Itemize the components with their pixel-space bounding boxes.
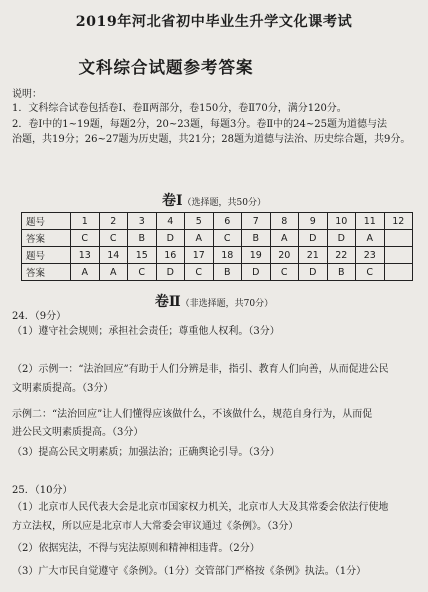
answer-cell [384,264,413,281]
question-number: 18 [213,247,242,264]
answer-table-row-answers-1 [22,230,413,247]
answer-title: 文科综合试题参考答案 [78,58,254,77]
answer-table-row-answers-2 [22,264,413,281]
row-label-answer: 答案 [22,264,71,281]
answer-cell: D [299,230,328,247]
question-number: 15 [128,247,157,264]
question-number: 5 [185,213,214,230]
answer-cell: A [270,230,299,247]
question-number: 7 [242,213,271,230]
row-label-number: 题号 [22,247,71,264]
q24-part-2-line-2: 文明素质提高。（3分） [12,383,114,394]
q25-part-2: （2）依据宪法，不得与宪法原则和精神相违背。（2分） [12,543,260,554]
answer-cell: C [99,230,128,247]
q24-part-1: （1）遵守社会规则；承担社会责任；尊重他人权利。（3分） [12,326,280,337]
row-label-number: 题号 [22,213,71,230]
answer-cell: C [71,230,100,247]
answer-table-row-numbers-1 [22,213,413,230]
answer-cell: C [185,264,214,281]
answer-cell: B [213,264,242,281]
question-number: 10 [327,213,356,230]
question-number: 3 [128,213,157,230]
section-2-title: 卷Ⅱ [154,294,181,310]
notes-line-2b: 治题，共19分；26~27题为历史题，共21分；28题为道德与法治、历史综合题，共9分。 [12,134,411,145]
question-number: 22 [327,247,356,264]
answer-cell [384,230,413,247]
question-number: 12 [384,213,413,230]
question-number: 9 [299,213,328,230]
answer-cell: C [270,264,299,281]
section-1-heading [0,190,428,210]
question-number: 14 [99,247,128,264]
q25-part-1-line-2: 方立法权，所以应是北京市人大常委会审议通过《条例》。（3分） [12,521,299,532]
question-number: 1 [71,213,100,230]
question-number: 23 [356,247,385,264]
question-number: 4 [156,213,185,230]
answer-cell: C [213,230,242,247]
answer-cell: A [71,264,100,281]
question-number: 13 [71,247,100,264]
answer-table [21,212,413,281]
answer-cell: A [185,230,214,247]
notes-line-2a: 2．卷Ⅰ中的1~19题，每题2分，20~23题，每题3分。卷Ⅱ中的24~25题为道德与法 [12,119,387,130]
question-number: 19 [242,247,271,264]
answer-table-row-numbers-2 [22,247,413,264]
notes-label: 说明： [12,89,42,100]
question-number: 11 [356,213,385,230]
question-number: 21 [299,247,328,264]
notes-line-1: 1．文科综合试卷包括卷Ⅰ、卷Ⅱ两部分，卷150分，卷Ⅱ70分，满分120分。 [12,103,347,114]
question-number: 20 [270,247,299,264]
section-2-subtitle: （非选择题，共70分） [180,299,274,309]
section-1-title: 卷Ⅰ [161,193,183,209]
exam-title: 2019年河北省初中毕业生升学文化课考试 [75,14,353,30]
question-number: 2 [99,213,128,230]
answer-cell: D [156,264,185,281]
row-label-answer: 答案 [22,230,71,247]
answer-cell: B [327,264,356,281]
answer-cell: D [299,264,328,281]
question-number: 16 [156,247,185,264]
answer-cell: D [242,264,271,281]
question-number: 6 [213,213,242,230]
answer-cell: C [128,264,157,281]
question-number: 8 [270,213,299,230]
q25-part-1-line-1: （1）北京市人民代表大会是北京市国家权力机关，北京市人大及其常委会依法行使地 [12,502,389,513]
answer-cell: A [356,230,385,247]
answer-cell: C [356,264,385,281]
answer-cell: A [99,264,128,281]
answer-cell: B [242,230,271,247]
section-2-heading [0,291,428,311]
q25-heading: 25．（10分） [12,485,73,496]
q25-part-3: （3）广大市民自觉遵守《条例》。（1分）交管部门严格按《条例》执法。（1分） [12,566,367,577]
answer-cell: D [327,230,356,247]
q24-heading: 24．（9分） [12,311,67,322]
section-1-subtitle: （选择题，共50分） [182,198,266,208]
q24-part-2b-line-2: 进公民文明素质提高。（3分） [12,427,144,438]
q24-part-3: （3）提高公民文明素质；加强法治；正确舆论引导。（3分） [12,447,280,458]
question-number: 17 [185,247,214,264]
question-number [384,247,413,264]
q24-part-2b-line-1: 示例二：“法治回应”让人们懂得应该做什么，不该做什么，规范自身行为，从而促 [12,409,373,420]
answer-cell: D [156,230,185,247]
answer-cell: B [128,230,157,247]
q24-part-2-line-1: （2）示例一：“法治回应”有助于人们分辨是非，指引、教育人们向善，从而促进公民 [12,364,389,375]
